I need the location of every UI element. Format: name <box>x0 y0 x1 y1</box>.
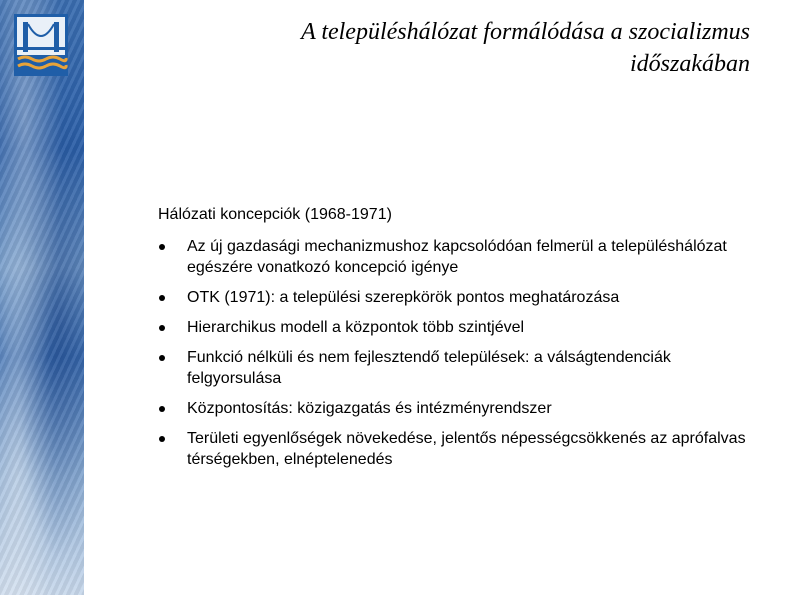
bullet-text: Központosítás: közigazgatás és intézményrendszer <box>187 400 552 417</box>
slide-content <box>158 206 758 479</box>
slide-title-line-1: A településhálózat formálódása a szocializmus <box>301 19 750 45</box>
slide-title <box>190 16 750 80</box>
bullet-item <box>158 317 758 338</box>
bullet-dot-icon <box>159 406 165 412</box>
bullet-text: Funkció nélküli és nem fejlesztendő települések: a válságtendenciák felgyorsulása <box>187 349 671 387</box>
bullet-text: Hierarchikus modell a központok több szintjével <box>187 319 525 336</box>
bridge-logo-icon <box>14 14 68 76</box>
bullet-item <box>158 398 758 419</box>
bullet-text: Az új gazdasági mechanizmushoz kapcsolódóan felmerül a településhálózat egészére vonatkozó koncepció igénye <box>187 238 727 276</box>
bullet-dot-icon <box>159 244 165 250</box>
bullet-dot-icon <box>159 436 165 442</box>
bullet-list <box>158 236 758 470</box>
bullet-dot-icon <box>159 325 165 331</box>
bullet-dot-icon <box>159 295 165 301</box>
bullet-item <box>158 428 758 470</box>
bullet-item <box>158 236 758 278</box>
slide-title-line-2: időszakában <box>630 51 750 77</box>
section-heading: Hálózati koncepciók (1968-1971) <box>158 206 392 223</box>
bullet-item <box>158 347 758 389</box>
bullet-dot-icon <box>159 355 165 361</box>
bullet-text: Területi egyenlőségek növekedése, jelentős népességcsökkenés az aprófalvas térségekben, elnéptelenedés <box>187 430 746 468</box>
decorative-side-strip <box>0 0 84 595</box>
bullet-item <box>158 287 758 308</box>
bullet-text: OTK (1971): a települési szerepkörök pontos meghatározása <box>187 289 620 306</box>
